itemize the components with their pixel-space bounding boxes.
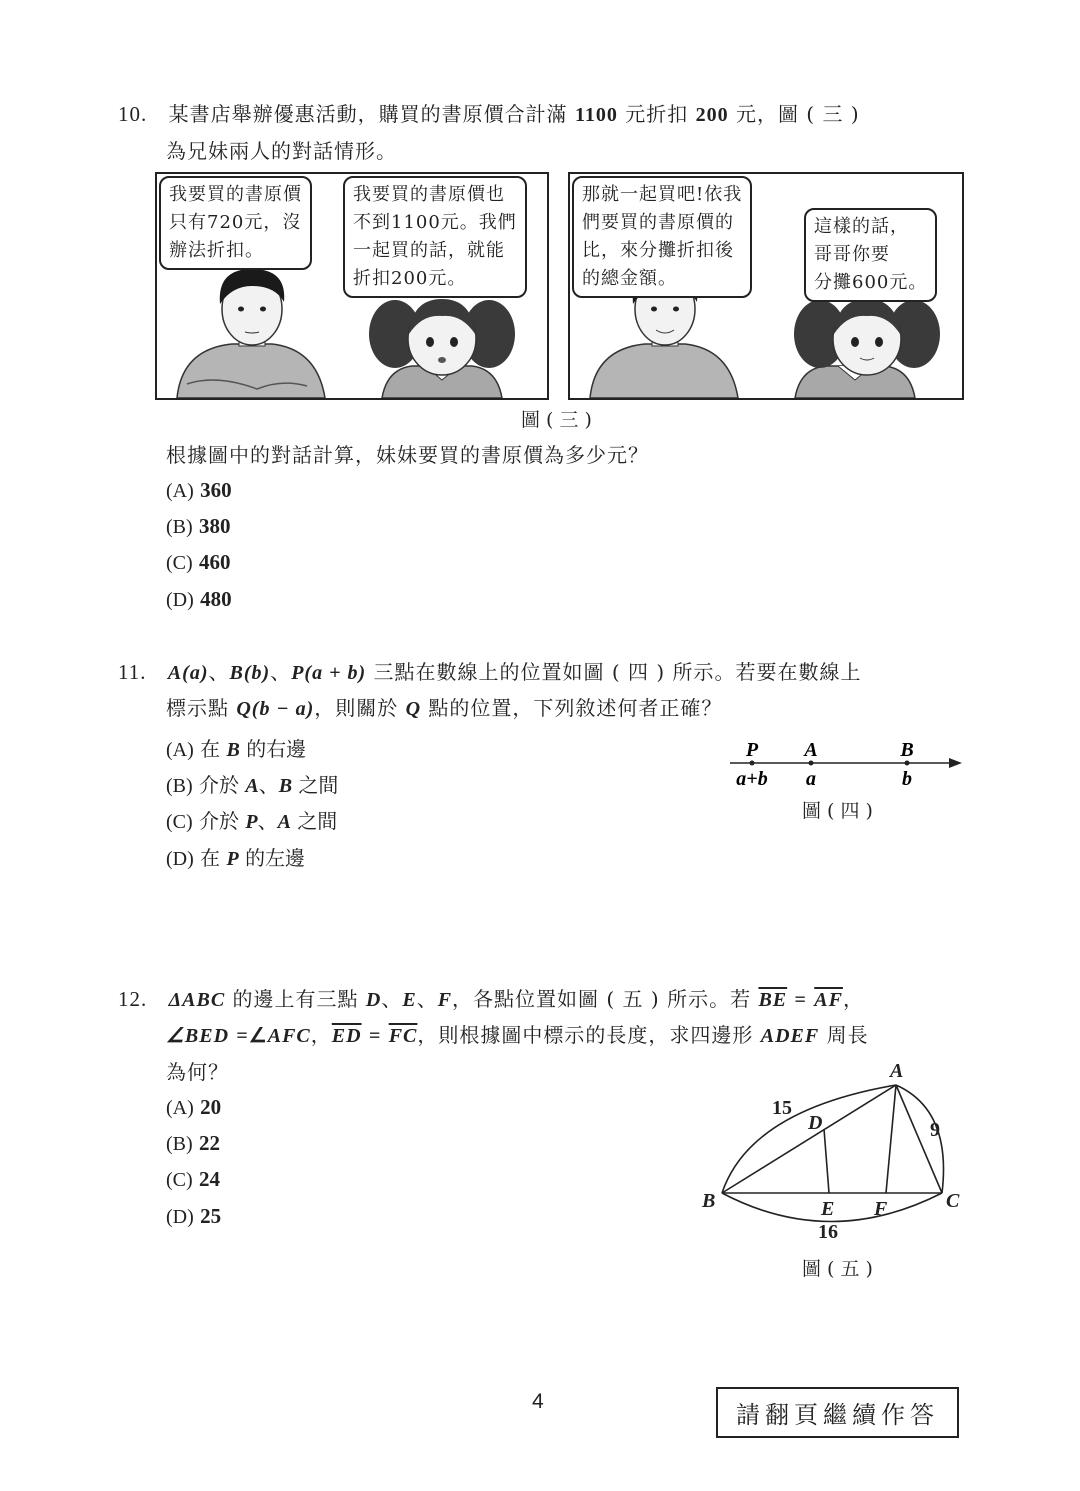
point-b-value: b bbox=[902, 768, 912, 790]
boy-speech-bubble-2 bbox=[572, 176, 752, 298]
girl-figure bbox=[794, 299, 940, 398]
segment-be: $\overline{BE}$ bbox=[758, 989, 788, 1011]
figure-3-caption: 圖 ( 三 ) bbox=[521, 409, 592, 431]
point-p-label: P bbox=[745, 739, 759, 761]
triangle-figure bbox=[690, 1055, 980, 1255]
option-label: (B) bbox=[166, 516, 193, 538]
length-bc-label: 16 bbox=[818, 1221, 838, 1243]
q10-number: 10. bbox=[118, 102, 148, 126]
boy-figure bbox=[177, 269, 325, 398]
figure-4-caption: 圖 ( 四 ) bbox=[802, 800, 873, 822]
point-b-label: B bbox=[900, 739, 914, 761]
option-text: 介於 bbox=[199, 809, 240, 833]
option-label: (D) bbox=[166, 589, 194, 611]
bubble-line: 們要買的書原價的 bbox=[582, 212, 734, 233]
q10-option-a bbox=[166, 478, 232, 503]
q11-text: 三點在數線上的位置如圖 ( 四 ) 所示。若要在數線上 bbox=[373, 660, 862, 684]
girl-figure bbox=[369, 299, 515, 398]
side-ab bbox=[722, 1085, 896, 1193]
option-label: (B) bbox=[166, 1133, 193, 1155]
q12-line3: 為何？ bbox=[166, 1060, 229, 1084]
equals-sign: = bbox=[368, 1025, 382, 1047]
option-label: (C) bbox=[166, 811, 193, 833]
bubble-line: 我要買的書原價也 bbox=[353, 184, 505, 205]
option-value: 460 bbox=[199, 550, 231, 574]
separator: 、 bbox=[208, 660, 230, 684]
option-label: (A) bbox=[166, 1097, 194, 1119]
q12-option-d bbox=[166, 1204, 221, 1229]
q11-line2 bbox=[166, 691, 722, 726]
option-label: (A) bbox=[166, 480, 194, 502]
point-d: D bbox=[365, 989, 382, 1011]
bubble-line: 只有720元，沒 bbox=[169, 212, 302, 233]
option-value: 25 bbox=[200, 1204, 222, 1228]
q10-text-a: 某書店舉辦優惠活動，購買的書原價合計滿 bbox=[168, 102, 568, 126]
option-text: 的左邊 bbox=[245, 846, 306, 870]
q12-option-b bbox=[166, 1131, 220, 1156]
option-value: 22 bbox=[199, 1131, 221, 1155]
q12-text: ，則根據圖中標示的長度，求四邊形 bbox=[417, 1023, 754, 1047]
angle-bed: ∠BED bbox=[166, 1025, 230, 1047]
option-text: 在 bbox=[200, 846, 221, 870]
figure-5-caption: 圖 ( 五 ) bbox=[802, 1258, 873, 1280]
girl-speech-bubble-1 bbox=[343, 176, 527, 298]
bubble-line: 哥哥你要 bbox=[814, 244, 890, 265]
separator: 、 bbox=[381, 987, 403, 1011]
length-ab-label: 15 bbox=[772, 1097, 792, 1119]
separator: ， bbox=[842, 987, 864, 1011]
arrow-head-icon bbox=[949, 758, 962, 768]
option-point: A bbox=[245, 775, 259, 797]
q11-option-a bbox=[166, 733, 306, 762]
comic-panel-2 bbox=[568, 172, 964, 400]
point-e: E bbox=[402, 989, 417, 1011]
q11-line1 bbox=[118, 655, 862, 690]
bubble-line: 一起買的話，就能 bbox=[353, 240, 505, 261]
q10-text-b: 元折扣 bbox=[625, 102, 689, 126]
point-a-expr: A(a) bbox=[167, 662, 209, 684]
q12-line2 bbox=[166, 1018, 869, 1053]
separator: 、 bbox=[416, 987, 438, 1011]
q11-option-c bbox=[166, 805, 337, 834]
option-value: 24 bbox=[199, 1167, 221, 1191]
q12-text: 周長 bbox=[826, 1023, 869, 1047]
point-p-dot bbox=[750, 761, 755, 766]
segment-af bbox=[886, 1085, 896, 1193]
q10-option-b bbox=[166, 514, 231, 539]
q12-text: ，各點位置如圖 ( 五 ) 所示。若 bbox=[452, 987, 752, 1011]
page-number: 4 bbox=[532, 1390, 544, 1413]
separator: 、 bbox=[258, 773, 279, 797]
option-value: 480 bbox=[200, 587, 232, 611]
angle-afc: AFC bbox=[267, 1025, 311, 1047]
point-b-dot bbox=[905, 761, 910, 766]
q12-line1 bbox=[118, 982, 864, 1017]
vertex-c-label: C bbox=[946, 1190, 960, 1212]
vertex-b-label: B bbox=[702, 1190, 716, 1212]
q11-text: ，則關於 bbox=[314, 696, 399, 720]
q10-amount1: 1100 bbox=[574, 104, 618, 126]
triangle-abc: ΔABC bbox=[168, 989, 226, 1011]
option-text: 的右邊 bbox=[246, 737, 307, 761]
segment-ed: $\overline{ED}$ bbox=[331, 1025, 362, 1047]
q10-amount2: 200 bbox=[695, 104, 729, 126]
option-text: 之間 bbox=[297, 809, 338, 833]
q10-line1 bbox=[118, 97, 860, 132]
bubble-line: 的總金額。 bbox=[582, 268, 677, 289]
equals-sign: = bbox=[794, 989, 807, 1011]
q11-text: 標示點 bbox=[166, 696, 229, 720]
point-b-expr: B(b) bbox=[229, 662, 271, 684]
option-value: 380 bbox=[199, 514, 231, 538]
q12-number: 12. bbox=[118, 987, 148, 1011]
point-a-dot bbox=[809, 761, 814, 766]
option-label: (A) bbox=[166, 739, 194, 761]
q11-option-d bbox=[166, 842, 305, 871]
bubble-line: 折扣200元。 bbox=[353, 268, 467, 289]
q10-option-c bbox=[166, 550, 231, 575]
bubble-line: 那就一起買吧!依我 bbox=[582, 184, 743, 205]
option-label: (C) bbox=[166, 1169, 193, 1191]
q11-text: 點的位置，下列敘述何者正確？ bbox=[428, 696, 723, 720]
length-ac-label: 9 bbox=[930, 1119, 940, 1141]
option-label: (D) bbox=[166, 848, 194, 870]
point-f-label: F bbox=[874, 1198, 888, 1220]
option-point: P bbox=[245, 811, 258, 833]
option-text: 在 bbox=[200, 737, 221, 761]
q12-option-c bbox=[166, 1167, 220, 1192]
option-point: A bbox=[277, 811, 291, 833]
q10-line2: 為兄妹兩人的對話情形。 bbox=[166, 139, 397, 163]
turn-page-notice: 請翻頁繼續作答 bbox=[716, 1387, 959, 1438]
bubble-line: 這樣的話， bbox=[814, 216, 909, 237]
q12-option-a bbox=[166, 1095, 221, 1120]
equals-sign: =∠ bbox=[236, 1025, 268, 1047]
bubble-line: 辦法折扣。 bbox=[169, 240, 264, 261]
segment-de bbox=[824, 1129, 829, 1193]
option-value: 20 bbox=[200, 1095, 222, 1119]
boy-speech-bubble-1 bbox=[159, 176, 312, 270]
point-d-label: D bbox=[808, 1112, 823, 1134]
separator: 、 bbox=[257, 809, 278, 833]
point-p-expr: P(a + b) bbox=[291, 662, 367, 684]
bubble-line: 分攤600元。 bbox=[814, 272, 928, 293]
option-label: (C) bbox=[166, 552, 193, 574]
option-text: 介於 bbox=[199, 773, 240, 797]
option-point: B bbox=[278, 775, 293, 797]
option-text: 之間 bbox=[298, 773, 339, 797]
option-label: (D) bbox=[166, 1206, 194, 1228]
point-a-label: A bbox=[804, 739, 818, 761]
q10-question: 根據圖中的對話計算，妹妹要買的書原價為多少元？ bbox=[166, 443, 649, 467]
q11-number: 11. bbox=[118, 660, 147, 684]
point-e-label: E bbox=[821, 1198, 835, 1220]
point-q: Q bbox=[405, 698, 422, 720]
point-q-expr: Q(b − a) bbox=[236, 698, 315, 720]
girl-speech-bubble-2 bbox=[804, 208, 937, 302]
q10-text-c: 元，圖 ( 三 ) bbox=[735, 102, 860, 126]
vertex-a-label: A bbox=[890, 1060, 904, 1082]
q10-option-d bbox=[166, 587, 232, 612]
comic-panel-1 bbox=[155, 172, 549, 400]
segment-af: $\overline{AF}$ bbox=[814, 989, 843, 1011]
point-f: F bbox=[437, 989, 453, 1011]
separator: ， bbox=[310, 1023, 332, 1047]
separator: 、 bbox=[270, 660, 292, 684]
point-a-value: a bbox=[806, 768, 816, 790]
option-point: P bbox=[226, 848, 239, 870]
segment-fc: $\overline{FC}$ bbox=[388, 1025, 418, 1047]
bubble-line: 不到1100元。我們 bbox=[353, 212, 517, 233]
option-label: (B) bbox=[166, 775, 193, 797]
option-value: 360 bbox=[200, 478, 232, 502]
q11-option-b bbox=[166, 769, 338, 798]
option-point: B bbox=[226, 739, 240, 761]
bubble-line: 我要買的書原價 bbox=[169, 184, 302, 205]
point-p-value: a+b bbox=[736, 768, 768, 790]
quadrilateral-adef: ADEF bbox=[760, 1025, 820, 1047]
bubble-line: 比，來分攤折扣後 bbox=[582, 240, 734, 261]
q12-text: 的邊上有三點 bbox=[232, 987, 359, 1011]
